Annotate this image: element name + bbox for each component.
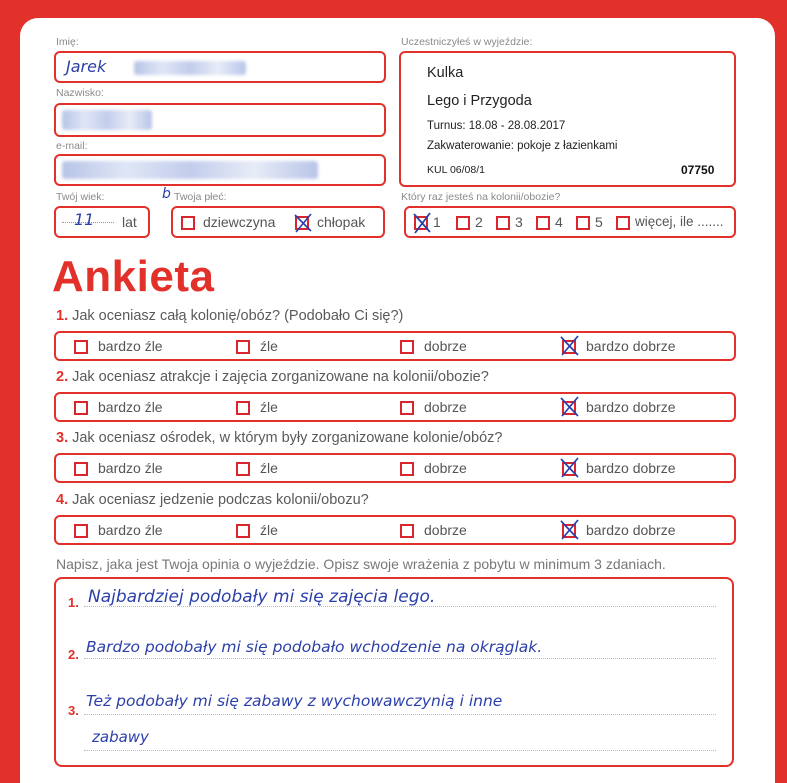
imie-value: Jarek bbox=[66, 57, 107, 76]
trip-turnus: Turnus: 18.08 - 28.08.2017 bbox=[427, 120, 566, 132]
opinion-line-2: Bardzo podobały mi się podobało wchodzenie na okrąglak. bbox=[86, 638, 543, 656]
rating-option-label: źle bbox=[260, 460, 278, 476]
plec-option-dziewczyna: dziewczyna bbox=[203, 214, 276, 230]
trip-name: Kulka bbox=[427, 65, 464, 81]
rating-checkbox[interactable] bbox=[400, 524, 414, 538]
question-number: 3. bbox=[56, 430, 69, 446]
attendance-option-2: 2 bbox=[475, 214, 483, 230]
rating-checkbox[interactable] bbox=[74, 462, 88, 476]
rating-option-label: bardzo dobrze bbox=[586, 338, 676, 354]
attendance-option-4: 4 bbox=[555, 214, 563, 230]
trip-number: 07750 bbox=[681, 163, 715, 177]
attendance-option-3: 3 bbox=[515, 214, 523, 230]
rating-option-label: dobrze bbox=[424, 338, 467, 354]
ruled-line bbox=[84, 714, 716, 715]
rating-checkbox[interactable] bbox=[74, 524, 88, 538]
opinion-prompt: Napisz, jaka jest Twoja opinia o wyjeździe. Opisz swoje wrażenia z pobytu w minimum 3 zdaniach. bbox=[56, 556, 666, 572]
rating-option-label: dobrze bbox=[424, 460, 467, 476]
checked-x-icon bbox=[558, 334, 582, 358]
rating-checkbox[interactable] bbox=[236, 524, 250, 538]
attendance-option-5: 5 bbox=[595, 214, 603, 230]
question-text: Jak oceniasz atrakcje i zajęcia zorganizowane na kolonii/obozie? bbox=[72, 369, 489, 385]
rating-checkbox[interactable] bbox=[74, 401, 88, 415]
handwritten-mark: b bbox=[162, 186, 171, 202]
question-4 bbox=[56, 492, 369, 508]
trip-program: Lego i Przygoda bbox=[427, 93, 532, 109]
page-title: Ankieta bbox=[52, 252, 215, 301]
checked-x-icon bbox=[558, 456, 582, 480]
question-1-answers bbox=[54, 331, 736, 361]
opinion-num-1: 1. bbox=[68, 595, 79, 610]
rating-option-label: bardzo dobrze bbox=[586, 399, 676, 415]
trip-box bbox=[399, 51, 736, 187]
wiek-value: 11 bbox=[74, 210, 95, 229]
question-number: 2. bbox=[56, 369, 69, 385]
question-3-answers bbox=[54, 453, 736, 483]
rating-checkbox[interactable] bbox=[74, 340, 88, 354]
nazwisko-field[interactable] bbox=[54, 103, 386, 137]
opinion-line-3: Też podobały mi się zabawy z wychowawczynią i inne bbox=[86, 692, 503, 710]
plec-label: Twoja płeć: bbox=[174, 191, 227, 203]
attendance-checkbox-more[interactable] bbox=[616, 216, 630, 230]
attendance-label: Który raz jesteś na kolonii/obozie? bbox=[401, 191, 561, 203]
rating-option-label: źle bbox=[260, 522, 278, 538]
imie-field[interactable] bbox=[54, 51, 386, 83]
attendance-option-more: więcej, ile ....... bbox=[635, 214, 724, 229]
rating-option-label: bardzo dobrze bbox=[586, 522, 676, 538]
rating-option-label: bardzo źle bbox=[98, 522, 163, 538]
attendance-field bbox=[404, 206, 736, 238]
rating-option-label: bardzo źle bbox=[98, 399, 163, 415]
opinion-num-3: 3. bbox=[68, 703, 79, 718]
rating-option-label: dobrze bbox=[424, 399, 467, 415]
question-1 bbox=[56, 308, 403, 324]
checked-x-icon bbox=[292, 212, 314, 234]
rating-checkbox[interactable] bbox=[400, 340, 414, 354]
nazwisko-label: Nazwisko: bbox=[56, 87, 104, 99]
question-number: 4. bbox=[56, 492, 69, 508]
rating-option-label: dobrze bbox=[424, 522, 467, 538]
checked-x-icon bbox=[411, 211, 433, 235]
question-2-answers bbox=[54, 392, 736, 422]
trip-zakwaterowanie: Zakwaterowanie: pokoje z łazienkami bbox=[427, 140, 618, 152]
attendance-checkbox-5[interactable] bbox=[576, 216, 590, 230]
rating-checkbox[interactable] bbox=[400, 462, 414, 476]
rating-option-label: bardzo źle bbox=[98, 460, 163, 476]
plec-field bbox=[171, 206, 385, 238]
opinion-num-2: 2. bbox=[68, 647, 79, 662]
question-number: 1. bbox=[56, 308, 69, 324]
attendance-option-1: 1 bbox=[433, 214, 441, 230]
wiek-unit: lat bbox=[122, 214, 137, 230]
question-text: Jak oceniasz jedzenie podczas kolonii/obozu? bbox=[72, 492, 369, 508]
ruled-line bbox=[84, 658, 716, 659]
question-2 bbox=[56, 369, 489, 385]
attendance-checkbox-4[interactable] bbox=[536, 216, 550, 230]
trip-code: KUL 06/08/1 bbox=[427, 164, 485, 176]
rating-checkbox[interactable] bbox=[236, 401, 250, 415]
redacted-email bbox=[62, 161, 318, 179]
redacted-surname bbox=[62, 110, 152, 130]
question-text: Jak oceniasz ośrodek, w którym były zorganizowane kolonie/obóz? bbox=[72, 430, 503, 446]
question-4-answers bbox=[54, 515, 736, 545]
trip-label: Uczestniczyłeś w wyjeździe: bbox=[401, 36, 533, 48]
opinion-line-3-continuation: zabawy bbox=[92, 728, 149, 746]
question-text: Jak oceniasz całą kolonię/obóz? (Podobało Ci się?) bbox=[72, 308, 404, 324]
question-3 bbox=[56, 430, 502, 446]
rating-checkbox[interactable] bbox=[236, 462, 250, 476]
opinion-line-1: Najbardziej podobały mi się zajęcia lego. bbox=[88, 587, 436, 607]
ruled-line bbox=[84, 750, 716, 751]
imie-label: Imię: bbox=[56, 36, 79, 48]
wiek-field[interactable] bbox=[54, 206, 150, 238]
email-label: e-mail: bbox=[56, 140, 88, 152]
redacted-surname-scribble bbox=[134, 61, 246, 75]
attendance-checkbox-3[interactable] bbox=[496, 216, 510, 230]
wiek-label: Twój wiek: bbox=[56, 191, 105, 203]
rating-option-label: źle bbox=[260, 399, 278, 415]
plec-checkbox-dziewczyna[interactable] bbox=[181, 216, 195, 230]
attendance-checkbox-2[interactable] bbox=[456, 216, 470, 230]
rating-checkbox[interactable] bbox=[236, 340, 250, 354]
rating-checkbox[interactable] bbox=[400, 401, 414, 415]
plec-option-chlopak: chłopak bbox=[317, 214, 366, 230]
rating-option-label: źle bbox=[260, 338, 278, 354]
rating-option-label: bardzo źle bbox=[98, 338, 163, 354]
rating-option-label: bardzo dobrze bbox=[586, 460, 676, 476]
email-field[interactable] bbox=[54, 154, 386, 186]
checked-x-icon bbox=[558, 395, 582, 419]
checked-x-icon bbox=[558, 518, 582, 542]
